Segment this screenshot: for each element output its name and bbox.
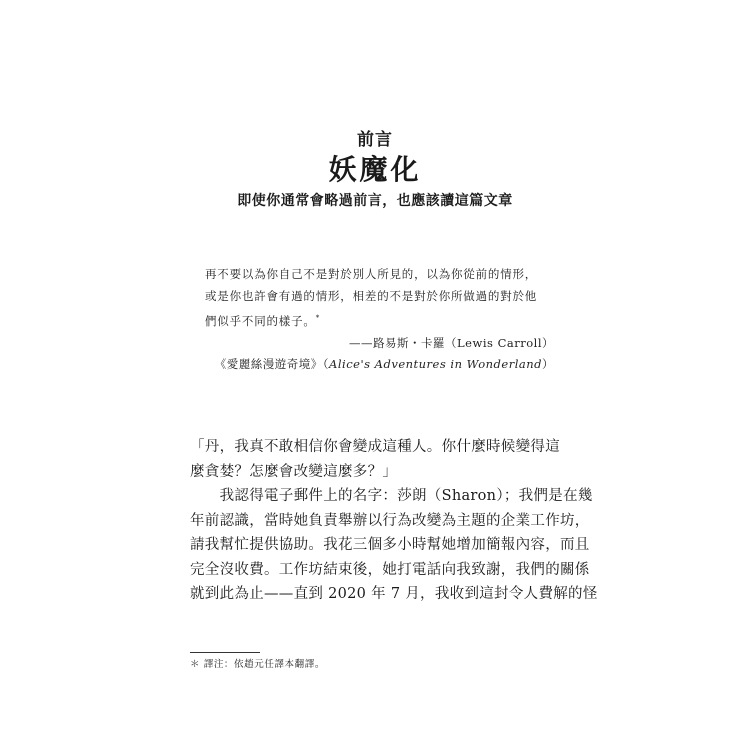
footnote-text: ＊ 譯注：依趙元任譯本翻譯。 — [190, 659, 325, 670]
epigraph-source — [215, 354, 554, 375]
body-line: 「丹，我真不敢相信你會變成這種人。你什麼時候變得這 — [190, 439, 560, 455]
epigraph-source-en: Alice's Adventures in Wonderland — [329, 357, 542, 371]
footnote-divider — [190, 652, 260, 653]
epigraph-source-cn: 《愛麗絲漫遊奇境》（ — [214, 357, 330, 371]
epigraph-attribution — [215, 333, 554, 375]
body-line: 年前認識，當時她負責舉辦以行為改變為主題的企業工作坊， — [190, 512, 590, 529]
epigraph-line-text: 們似乎不同的樣子。 — [205, 314, 316, 328]
body-line: 我認得電子郵件上的名字：莎朗（Sharon）；我們是在幾 — [190, 488, 593, 504]
body-line: 請我幫忙提供協助。我花三個多小時幫她增加簡報內容，而且 — [190, 537, 590, 553]
epigraph-quote — [205, 263, 555, 332]
body-line: 就到此為止——直到 2020 年 7 月，我收到這封令人費解的怪 — [190, 586, 598, 602]
chapter-title: 妖魔化 — [328, 153, 422, 186]
epigraph-line: 或是你也許會有過的情形，相差的不是對於你所做過的對於他 — [205, 289, 538, 303]
chapter-subtitle: 即使你通常會略過前言，也應該讀這篇文章 — [237, 193, 513, 209]
epigraph-source-close: ） — [542, 357, 554, 371]
body-paragraphs — [190, 435, 598, 607]
chapter-kicker: 前言 — [357, 130, 393, 150]
epigraph-line: 再不要以為你自己不是對於別人所見的，以為你從前的情形， — [205, 267, 538, 281]
footnote-marker: * — [315, 314, 321, 322]
body-line: 完全沒收費。工作坊結束後，她打電話向我致謝，我們的關係 — [190, 561, 590, 578]
epigraph-author: ——路易斯・卡羅（Lewis Carroll） — [349, 336, 554, 350]
body-line: 麼貪婪？怎麼會改變這麼多？」 — [190, 463, 398, 480]
epigraph-line — [205, 307, 555, 332]
